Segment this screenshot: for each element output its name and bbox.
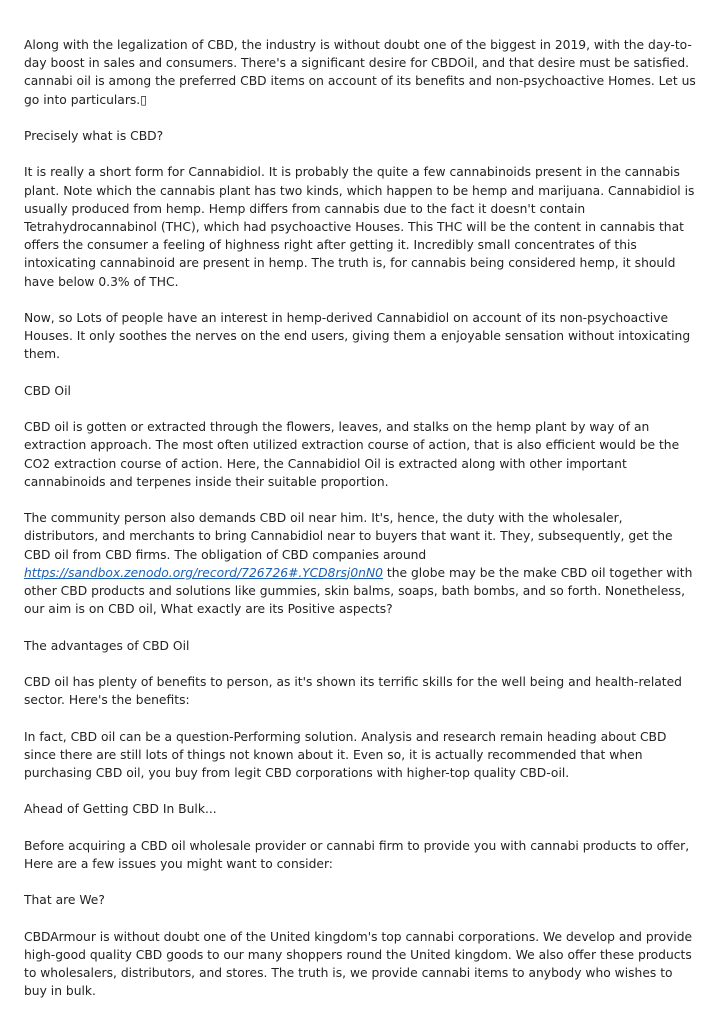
intro-paragraph: Along with the legalization of CBD, the industry is without doubt one of the biggest in 2019, with the day-to-day boost in sales and consumers. There's a significant desire for CBDOil, and that desire must be satisfied. cannabi oil is among the preferred CBD items on account of its benefits and non-psychoactive Homes. Let us go into particulars.▯ <box>24 38 696 107</box>
heading-who-we-are: That are We? <box>24 893 105 908</box>
heading-bulk: Ahead of Getting CBD In Bulk... <box>24 802 217 817</box>
hemp-interest-paragraph: Now, so Lots of people have an interest in hemp-derived Cannabidiol on account of its non-psychoactive Houses. It only soothes the nerves on the end users, giving them a enjoyable sensation without intoxicating them. <box>24 311 691 362</box>
research-paragraph: In fact, CBD oil can be a question-Performing solution. Analysis and research remain heading about CBD since there are still lots of things not known about it. Even so, it is actually recommended that when purchasing CBD oil, you buy from legit CBD corporations with higher-top quality CBD-oil. <box>24 729 667 780</box>
wholesale-paragraph: Before acquiring a CBD oil wholesale provider or cannabi firm to provide you with cannabi products to offer, Here are a few issues you might want to consider: <box>24 838 690 871</box>
about-paragraph: CBDArmour is without doubt one of the United kingdom's top cannabi corporations. We develop and provide high-good quality CBD goods to our many shoppers round the United kingdom. We also offer these products to wholesalers, distributors, and stores. The truth is, we provide cannabi items to anybody who wishes to buy in bulk. <box>24 929 693 999</box>
community-text-before: The community person also demands CBD oil near him. It's, hence, the duty with the wholesaler, distributors, and merchants to bring Cannabidiol near to buyers that want it. They, subsequently, get the CBD oil from CBD firms. The obligation of CBD companies around <box>24 511 673 562</box>
community-text-after: the globe may be the make CBD oil together with other CBD products and solutions like gummies, skin balms, soaps, bath bombs, and so forth. Nonetheless, our aim is on CBD oil, What exactly are its Positive aspects? <box>24 565 693 617</box>
article-body <box>24 36 696 1019</box>
extraction-paragraph: CBD oil is gotten or extracted through the flowers, leaves, and stalks on the hemp plant by way of an extraction approach. The most often utilized extraction course of action, that is also efficient would be the CO2 extraction course of action. Here, the Cannabidiol Oil is extracted along with other important cannabinoids and terpenes inside their suitable proportion. <box>24 420 680 489</box>
community-paragraph <box>24 509 696 618</box>
heading-advantages: The advantages of CBD Oil <box>24 638 190 653</box>
heading-what-is-cbd: Precisely what is CBD? <box>24 129 164 143</box>
cbd-definition-paragraph: It is really a short form for Cannabidiol. It is probably the quite a few cannabinoids present in the cannabis plant. Note which the cannabis plant has two kinds, which happen to be hemp and marijuana. Cannabidiol is usually produced from hemp. Hemp differs from cannabis due to the fact it doesn't contain Tetrahydrocannabinol (THC), which had psychoactive Houses. This THC will be the content in cannabis that offers the consumer a feeling of highness right after getting it. Incredibly small concentrates of this intoxicating cannabinoid are present in hemp. The truth is, for cannabis being considered hemp, it should have below 0.3% of THC. <box>24 165 695 289</box>
zenodo-link[interactable]: https://sandbox.zenodo.org/record/726726#.YCD8rsj0nN0 <box>24 565 383 580</box>
benefits-paragraph: CBD oil has plenty of benefits to person, as it's shown its terrific skills for the well being and health-related sector. Here's the benefits: <box>24 674 682 708</box>
heading-cbd-oil: CBD Oil <box>24 383 71 398</box>
